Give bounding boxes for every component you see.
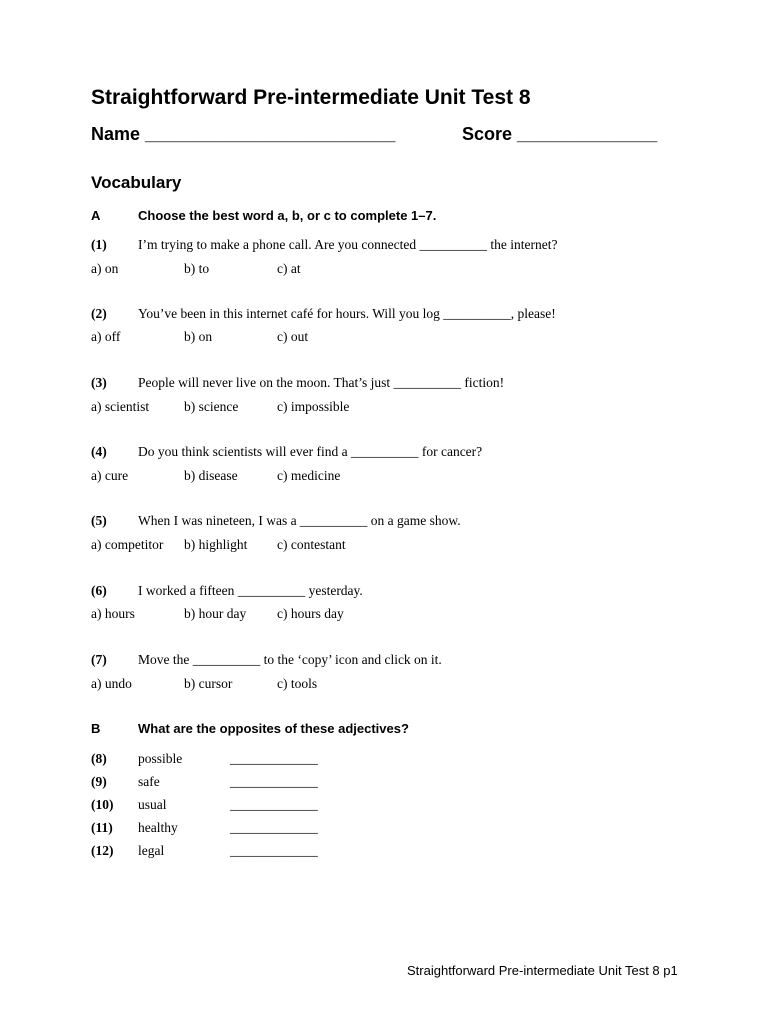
question-number: (6) <box>91 583 107 598</box>
option-c[interactable]: c) at <box>277 261 301 276</box>
question-number: (12) <box>91 843 114 858</box>
page-footer: Straightforward Pre-intermediate Unit Test 8 p1 <box>407 963 678 978</box>
answer-blank[interactable]: _____________ <box>230 797 318 812</box>
question-number: (3) <box>91 375 107 390</box>
option-a[interactable]: a) competitor <box>91 537 164 552</box>
adjective-word: healthy <box>138 820 178 835</box>
option-a[interactable]: a) hours <box>91 606 135 621</box>
section-heading-vocabulary: Vocabulary <box>91 173 182 192</box>
question-number: (9) <box>91 774 107 789</box>
option-c[interactable]: c) out <box>277 329 309 344</box>
question-text: I worked a fifteen __________ yesterday. <box>138 583 363 598</box>
option-c[interactable]: c) tools <box>277 676 318 691</box>
option-b[interactable]: b) science <box>184 399 239 414</box>
part-a-letter: A <box>91 208 101 223</box>
question-text: People will never live on the moon. That’s just __________ fiction! <box>138 375 505 390</box>
score-field[interactable]: Score ______________ <box>462 124 658 144</box>
part-b-instruction: What are the opposites of these adjectives? <box>138 721 409 736</box>
option-a[interactable]: a) on <box>91 261 119 276</box>
question-text: Do you think scientists will ever find a __________ for cancer? <box>138 444 483 459</box>
option-b[interactable]: b) disease <box>184 468 238 483</box>
answer-blank[interactable]: _____________ <box>230 843 318 858</box>
answer-blank[interactable]: _____________ <box>230 774 318 789</box>
adjective-word: legal <box>138 843 165 858</box>
adjective-word: safe <box>138 774 160 789</box>
question-text: You’ve been in this internet café for hours. Will you log __________, please! <box>138 306 556 321</box>
question-number: (8) <box>91 751 107 766</box>
option-a[interactable]: a) undo <box>91 676 132 691</box>
option-b[interactable]: b) to <box>184 261 210 276</box>
option-b[interactable]: b) highlight <box>184 537 248 552</box>
question-text: I’m trying to make a phone call. Are you connected __________ the internet? <box>138 237 558 252</box>
question-number: (11) <box>91 820 113 835</box>
part-b-letter: B <box>91 721 101 736</box>
part-a-instruction: Choose the best word a, b, or c to complete 1–7. <box>138 208 437 223</box>
adjective-word: usual <box>138 797 167 812</box>
option-a[interactable]: a) off <box>91 329 121 344</box>
question-text: When I was nineteen, I was a __________ on a game show. <box>138 513 461 528</box>
option-b[interactable]: b) on <box>184 329 213 344</box>
option-c[interactable]: c) hours day <box>277 606 344 621</box>
name-field[interactable]: Name _________________________ <box>91 124 396 144</box>
question-text: Move the __________ to the ‘copy’ icon and click on it. <box>138 652 442 667</box>
page-title: Straightforward Pre-intermediate Unit Test 8 <box>91 86 531 109</box>
adjective-word: possible <box>138 751 183 766</box>
option-c[interactable]: c) medicine <box>277 468 341 483</box>
answer-blank[interactable]: _____________ <box>230 820 318 835</box>
question-number: (7) <box>91 652 107 667</box>
option-a[interactable]: a) cure <box>91 468 129 483</box>
question-number: (2) <box>91 306 107 321</box>
option-b[interactable]: b) cursor <box>184 676 233 691</box>
question-number: (1) <box>91 237 107 252</box>
option-a[interactable]: a) scientist <box>91 399 150 414</box>
question-number: (10) <box>91 797 114 812</box>
option-c[interactable]: c) contestant <box>277 537 346 552</box>
question-number: (5) <box>91 513 107 528</box>
option-c[interactable]: c) impossible <box>277 399 350 414</box>
question-number: (4) <box>91 444 107 459</box>
answer-blank[interactable]: _____________ <box>230 751 318 766</box>
option-b[interactable]: b) hour day <box>184 606 247 621</box>
